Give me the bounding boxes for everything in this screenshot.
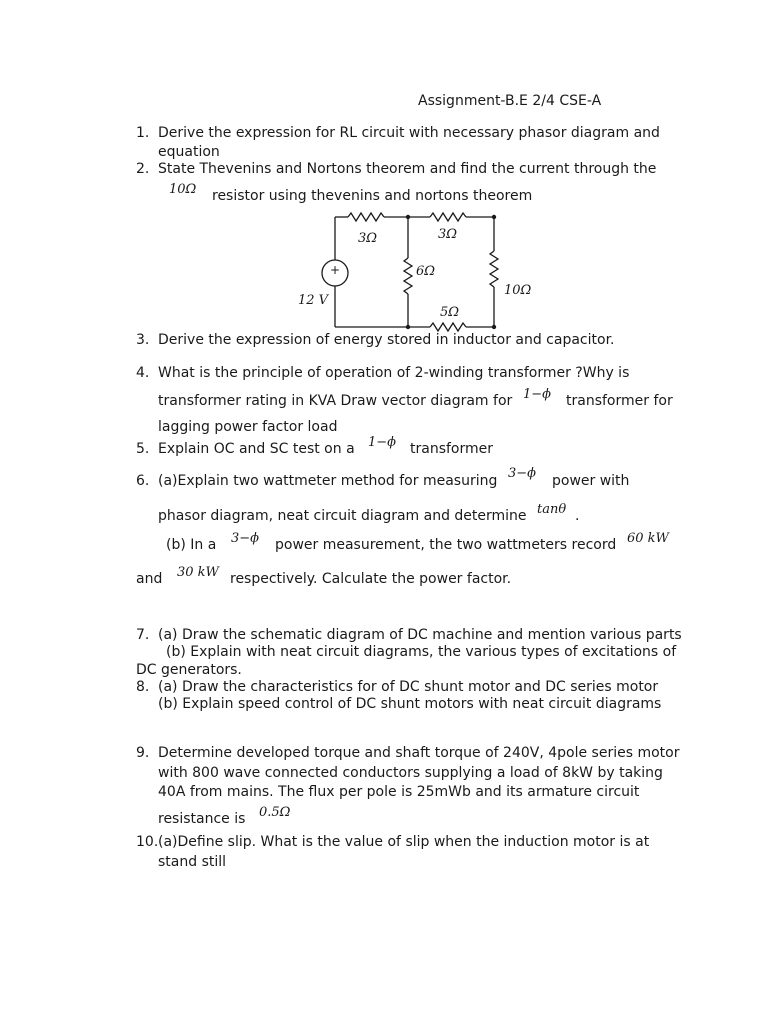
q1-text-line2: equation (158, 144, 220, 160)
resistor-3ohm-right (430, 213, 466, 221)
q6-text-line3a: (b) In a (166, 537, 217, 553)
label-r2: 3Ω (438, 227, 458, 242)
q4-text-line3: lagging power factor load (158, 419, 338, 435)
label-r5: 5Ω (440, 305, 460, 320)
node-bottom-mid (406, 325, 410, 329)
q6-text-line3b: power measurement, the two wattmeters record (275, 537, 617, 553)
q9-text-line1: Determine developed torque and shaft torque of 240V, 4pole series motor (158, 745, 680, 761)
q5-phase-math: 1−ϕ (368, 435, 397, 450)
resistor-5ohm (430, 323, 466, 331)
q10-text-line1: (a)Define slip. What is the value of slip when the induction motor is at (158, 834, 650, 850)
q6-text-line1a: (a)Explain two wattmeter method for measuring (158, 473, 498, 489)
q2-resistor-math: 10Ω (169, 182, 197, 197)
q10-number: 10. (136, 834, 159, 850)
q3-number: 3. (136, 332, 150, 348)
label-r3: 6Ω (416, 264, 436, 279)
label-r4: 10Ω (504, 283, 532, 298)
q6-number: 6. (136, 473, 150, 489)
q1-text-line1: Derive the expression for RL circuit with necessary phasor diagram and (158, 125, 660, 141)
q6-text-line4b: respectively. Calculate the power factor. (230, 571, 512, 587)
q9-text-line4: resistance is (158, 811, 246, 827)
q1-number: 1. (136, 125, 150, 141)
q5-number: 5. (136, 441, 150, 457)
resistor-3ohm-left (348, 213, 384, 221)
node-top-mid (406, 215, 410, 219)
q9-text-line2: with 800 wave connected conductors supplying a load of 8kW by taking (158, 765, 663, 781)
q9-number: 9. (136, 745, 150, 761)
q6-power-math-60kw: 60 kW (627, 531, 669, 546)
q6-text-line2b: . (575, 508, 580, 524)
q2-text-line2: resistor using thevenins and nortons theorem (212, 188, 533, 204)
q6-tan-math: tanθ (537, 502, 567, 517)
label-r1: 3Ω (358, 231, 378, 246)
q6-phase-math-2: 3−ϕ (231, 531, 260, 546)
q4-phase-math: 1−ϕ (523, 387, 552, 402)
q6-text-line4a: and (136, 571, 163, 587)
q8-text-line1: (a) Draw the characteristics for of DC shunt motor and DC series motor (158, 679, 659, 695)
node-bottom-right (492, 325, 496, 329)
source-plus-sign: + (330, 263, 341, 277)
q7-text-line3: DC generators. (136, 662, 242, 678)
q4-text-line2a: transformer rating in KVA Draw vector diagram for (158, 393, 513, 409)
q2-number: 2. (136, 161, 150, 177)
q8-number: 8. (136, 679, 150, 695)
resistor-6ohm (404, 258, 412, 294)
q7-number: 7. (136, 627, 150, 643)
q5-text-b: transformer (410, 441, 494, 457)
q8-text-line2: (b) Explain speed control of DC shunt motors with neat circuit diagrams (158, 696, 662, 712)
q6-phase-math-1: 3−ϕ (508, 466, 537, 481)
node-top-right (492, 215, 496, 219)
q6-power-math-30kw: 30 kW (177, 565, 219, 580)
q7-text-line2: (b) Explain with neat circuit diagrams, the various types of excitations of (166, 644, 677, 660)
page-title: Assignment-B.E 2/4 CSE-A (418, 93, 602, 109)
label-source: 12 V (298, 293, 329, 308)
q3-text-line1: Derive the expression of energy stored in inductor and capacitor. (158, 332, 615, 348)
q5-text-a: Explain OC and SC test on a (158, 441, 355, 457)
q9-resistance-math: 0.5Ω (259, 805, 291, 820)
q6-text-line2a: phasor diagram, neat circuit diagram and determine (158, 508, 527, 524)
q4-text-line2b: transformer for (566, 393, 673, 409)
q9-text-line3: 40A from mains. The flux per pole is 25mWb and its armature circuit (158, 784, 640, 800)
q10-text-line2: stand still (158, 854, 227, 870)
q2-text-line1: State Thevenins and Nortons theorem and find the current through the (158, 161, 657, 177)
q6-text-line1b: power with (552, 473, 630, 489)
q4-text-line1: What is the principle of operation of 2-winding transformer ?Why is (158, 365, 630, 381)
resistor-10ohm (490, 251, 498, 287)
q4-number: 4. (136, 365, 150, 381)
q7-text-line1: (a) Draw the schematic diagram of DC machine and mention various parts (158, 627, 682, 643)
